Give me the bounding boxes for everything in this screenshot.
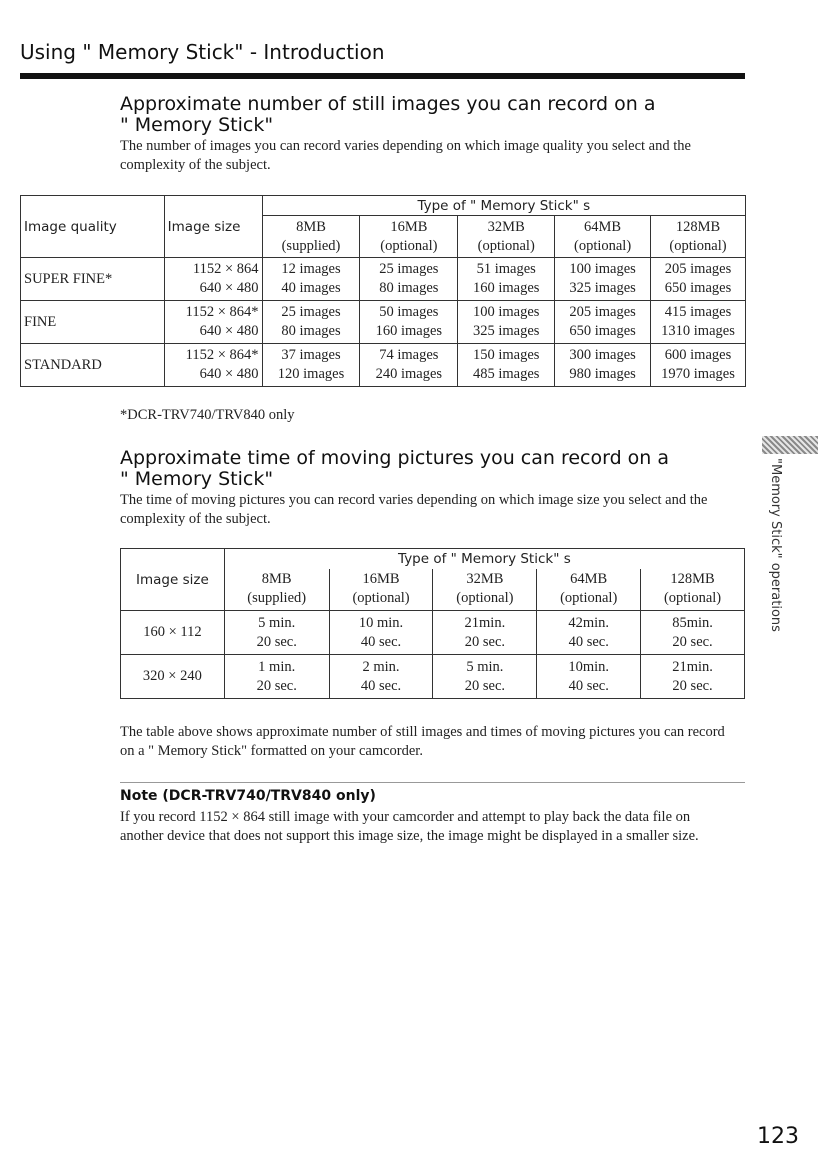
moving-pictures-table	[120, 548, 745, 699]
value-cell: 100 images 325 images	[555, 258, 651, 301]
footnote: *DCR-TRV740/TRV840 only	[120, 407, 295, 423]
still-images-paragraph: The number of images you can record varies depending on which image quality you select and the complexity of the subject.	[120, 138, 691, 173]
still-images-table	[20, 195, 746, 387]
col-image-size: Image size	[164, 196, 262, 258]
value-cell: 100 images 325 images	[458, 301, 555, 344]
note-text: If you record 1152 × 864 still image with your camcorder and attempt to play back the data file on another device that does not support this image size, the image might be displayed in a smaller size.	[120, 809, 699, 844]
capacity-cell: 64MB (optional)	[555, 216, 651, 258]
moving-pictures-paragraph: The time of moving pictures you can record varies depending on which image size you select and the complexity of the subject.	[120, 492, 708, 527]
value-cell: 25 images 80 images	[360, 258, 458, 301]
value-cell: 12 images 40 images	[262, 258, 360, 301]
value-cell: 300 images 980 images	[555, 344, 651, 387]
value-cell: 1 min. 20 sec.	[224, 655, 329, 699]
capacity-cell: 64MB (optional)	[537, 569, 641, 611]
size-cell: 1152 × 864* 640 × 480	[164, 344, 262, 387]
value-cell: 205 images 650 images	[555, 301, 651, 344]
section-divider	[120, 782, 745, 783]
value-cell: 42min. 40 sec.	[537, 611, 641, 655]
col-image-quality: Image quality	[21, 196, 165, 258]
moving-heading-line2: " Memory Stick"	[120, 468, 274, 490]
value-cell: 85min. 20 sec.	[641, 611, 745, 655]
table-row	[21, 344, 746, 387]
value-cell: 150 images 485 images	[458, 344, 555, 387]
value-cell: 50 images 160 images	[360, 301, 458, 344]
table-row	[21, 301, 746, 344]
moving-heading-line1: Approximate time of moving pictures you can record on a	[120, 447, 670, 469]
quality-cell: STANDARD	[21, 344, 165, 387]
capacity-cell: 16MB (optional)	[360, 216, 458, 258]
value-cell: 5 min. 20 sec.	[224, 611, 329, 655]
moving-pictures-heading	[120, 448, 720, 490]
page-number: 123	[757, 1124, 799, 1149]
value-cell: 21min. 20 sec.	[433, 611, 537, 655]
value-cell: 600 images 1970 images	[651, 344, 746, 387]
table-row	[21, 258, 746, 301]
capacity-cell: 32MB (optional)	[458, 216, 555, 258]
capacity-cell: 128MB (optional)	[651, 216, 746, 258]
value-cell: 10min. 40 sec.	[537, 655, 641, 699]
capacity-cell: 128MB (optional)	[641, 569, 745, 611]
value-cell: 25 images 80 images	[262, 301, 360, 344]
memory-stick-types-header: Type of " Memory Stick" s	[224, 549, 744, 569]
still-images-heading	[120, 94, 720, 136]
value-cell: 74 images 240 images	[360, 344, 458, 387]
summary-paragraph: The table above shows approximate number of still images and times of moving pictures you can record on a " Memory Stick" formatted on your camcorder.	[120, 724, 725, 759]
sidebar-section-tab	[762, 436, 818, 454]
value-cell: 5 min. 20 sec.	[433, 655, 537, 699]
value-cell: 21min. 20 sec.	[641, 655, 745, 699]
quality-cell: FINE	[21, 301, 165, 344]
value-cell: 205 images 650 images	[651, 258, 746, 301]
still-heading-line2: " Memory Stick"	[120, 114, 274, 136]
size-cell: 1152 × 864 640 × 480	[164, 258, 262, 301]
table-row	[121, 655, 745, 699]
still-heading-line1: Approximate number of still images you can record on a	[120, 93, 656, 115]
col-image-size: Image size	[121, 549, 225, 611]
capacity-cell: 8MB (supplied)	[224, 569, 329, 611]
value-cell: 415 images 1310 images	[651, 301, 746, 344]
value-cell: 37 images 120 images	[262, 344, 360, 387]
capacity-cell: 32MB (optional)	[433, 569, 537, 611]
value-cell: 2 min. 40 sec.	[329, 655, 433, 699]
table-row	[121, 611, 745, 655]
value-cell: 10 min. 40 sec.	[329, 611, 433, 655]
note-heading: Note (DCR-TRV740/TRV840 only)	[120, 788, 376, 804]
size-cell: 1152 × 864* 640 × 480	[164, 301, 262, 344]
size-cell: 160 × 112	[121, 611, 225, 655]
sidebar-section-label: "Memory Stick" operations	[768, 458, 783, 632]
quality-cell: SUPER FINE*	[21, 258, 165, 301]
size-cell: 320 × 240	[121, 655, 225, 699]
header-rule	[20, 73, 745, 79]
capacity-cell: 16MB (optional)	[329, 569, 433, 611]
value-cell: 51 images 160 images	[458, 258, 555, 301]
page-header-title: Using " Memory Stick" - Introduction	[20, 40, 385, 64]
capacity-cell: 8MB (supplied)	[262, 216, 360, 258]
memory-stick-types-header: Type of " Memory Stick" s	[262, 196, 745, 216]
